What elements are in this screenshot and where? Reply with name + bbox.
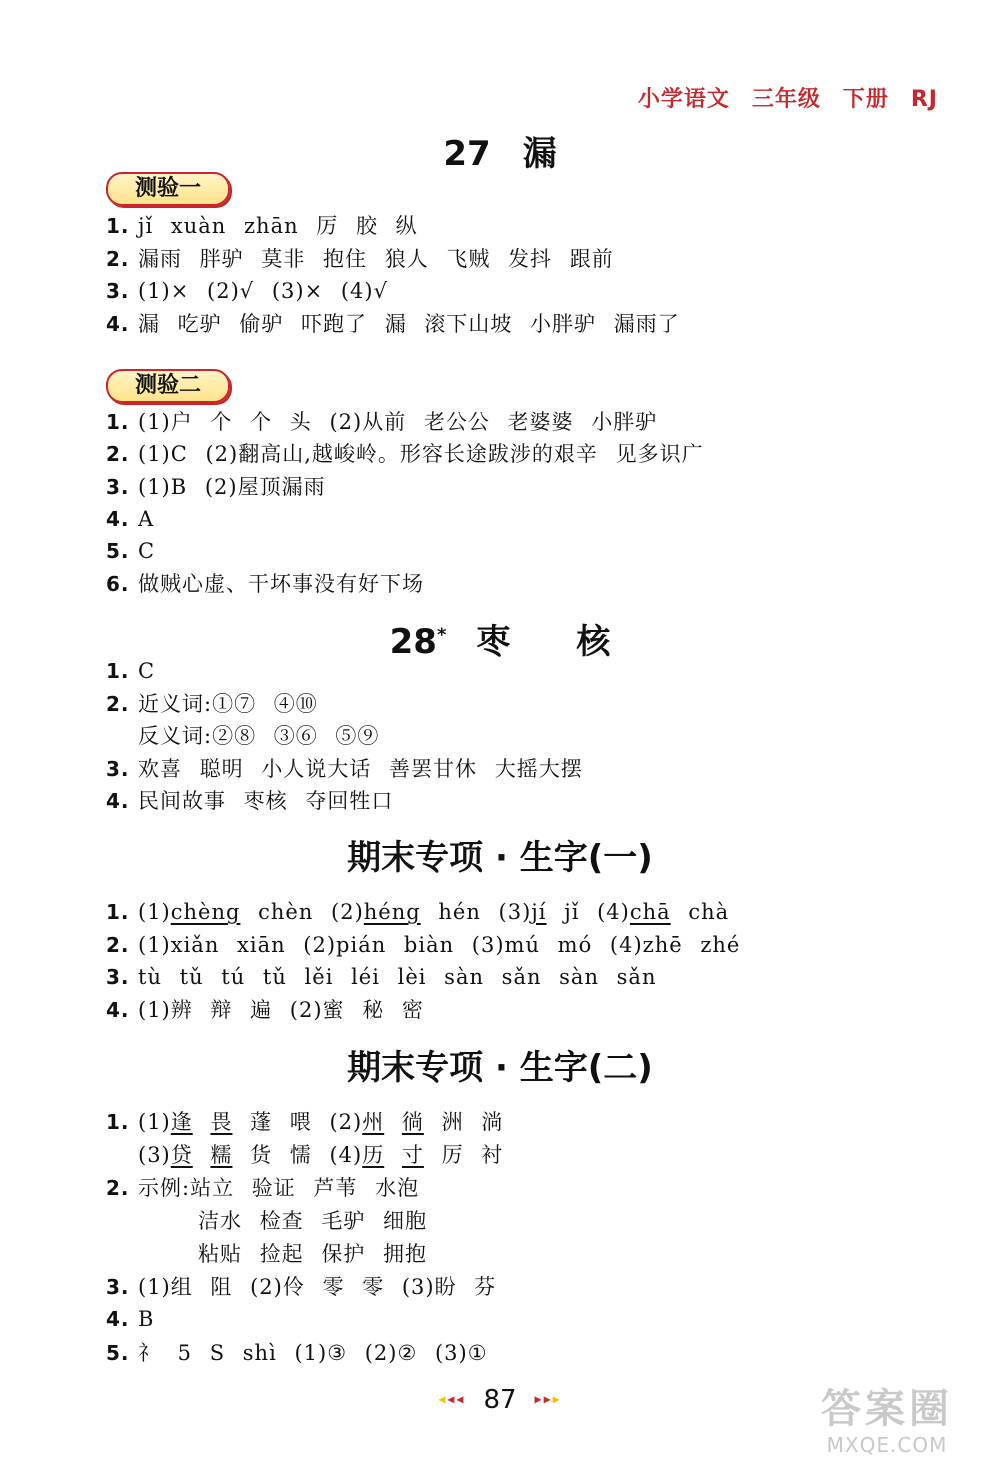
answer-line: 5. 礻 5 S shì (1)③ (2)② (3)① — [106, 1341, 488, 1365]
answer-line: 1. (1)户 个 个 头 (2)从前 老公公 老婆婆 小胖驴 — [106, 410, 658, 434]
final-review-1-title: 期末专项 · 生字(一) — [347, 838, 653, 878]
final-review-2-title: 期末专项 · 生字(二) — [347, 1048, 653, 1088]
answer-line: 3. 欢喜 聪明 小人说大话 善罢甘休 大摇大摆 — [106, 757, 583, 781]
lesson-27-title — [0, 126, 1000, 175]
right-arrows-icon: ▸▸▸ — [534, 1391, 562, 1408]
answer-line: (3)贷 糯 货 懦 (4)历 寸 厉 衬 — [138, 1143, 504, 1167]
lesson-27-number: 27 — [443, 134, 491, 174]
answer-line: 2. (1)xiǎn xiān (2)pián biàn (3)mú mó (4)zhē zhé — [106, 933, 741, 957]
answer-line: 4. 民间故事 枣核 夺回牲口 — [106, 789, 394, 813]
header-subject: 小学语文 — [637, 87, 730, 112]
answer-line: 4. A — [106, 507, 155, 531]
answer-line: 1. (1)逢 畏 蓬 喂 (2)州 徜 洲 淌 — [106, 1110, 504, 1134]
answer-line: 2. (1)C (2)翻高山,越峻岭。形容长途跋涉的艰辛 见多识广 — [106, 442, 704, 466]
answer-line: 5. C — [106, 539, 156, 563]
answer-line: 反义词:②⑧ ③⑥ ⑤⑨ — [138, 724, 380, 748]
header-grade: 三年级 — [751, 87, 821, 112]
answer-line: 粘贴 捡起 保护 拥抱 — [198, 1242, 428, 1266]
lesson-27-char: 漏 — [522, 134, 557, 174]
answer-line: 4. B — [106, 1307, 155, 1331]
watermark-url: MXQE.COM — [826, 1433, 948, 1457]
answer-line: 6. 做贼心虚、干坏事没有好下场 — [106, 572, 424, 596]
page-header — [616, 82, 938, 113]
answer-line: 3. (1)B (2)屋顶漏雨 — [106, 475, 326, 499]
answer-line: 2. 示例:站立 验证 芦苇 水泡 — [106, 1176, 420, 1200]
answer-line: 洁水 检查 毛驴 细胞 — [198, 1209, 428, 1233]
answer-line: 1. C — [106, 659, 156, 683]
test-1-badge: 测验一 — [106, 172, 230, 206]
lesson-28-star: * — [436, 624, 447, 646]
answer-line: 4. (1)辨 辩 遍 (2)蜜 秘 密 — [106, 998, 424, 1022]
page-number: 87 — [483, 1384, 517, 1415]
answer-line: 2. 近义词:①⑦ ④⑩ — [106, 692, 318, 716]
lesson-28-char-1: 枣 — [476, 622, 511, 662]
answer-line: 3. tù tǔ tú tǔ lěi léi lèi sàn sǎn sàn sǎn — [106, 965, 657, 989]
test-2-badge: 测验二 — [106, 369, 230, 403]
header-volume: 下册 — [842, 87, 889, 112]
answer-line: 2. 漏雨 胖驴 莫非 抱住 狼人 飞贼 发抖 跟前 — [106, 247, 614, 271]
answer-line: 3. (1)组 阻 (2)伶 零 零 (3)盼 芬 — [106, 1275, 497, 1299]
answer-line: 3. (1)× (2)√ (3)× (4)√ — [106, 279, 388, 303]
left-arrows-icon: ◂◂◂ — [438, 1391, 466, 1408]
watermark-text: 答案圈 — [821, 1386, 953, 1432]
answer-line: 1. (1)chèng chèn (2)héng hén (3)jí jǐ (4)chā chà — [106, 900, 730, 924]
lesson-28-number: 28* — [389, 622, 447, 662]
watermark-logo — [792, 1385, 982, 1463]
lesson-28-char-2: 核 — [576, 622, 611, 662]
answer-line: 1. jǐ xuàn zhān 厉 胶 纵 — [106, 214, 418, 238]
answer-line: 4. 漏 吃驴 偷驴 吓跑了 漏 滚下山坡 小胖驴 漏雨了 — [106, 312, 680, 336]
header-edition: RJ — [910, 87, 938, 112]
